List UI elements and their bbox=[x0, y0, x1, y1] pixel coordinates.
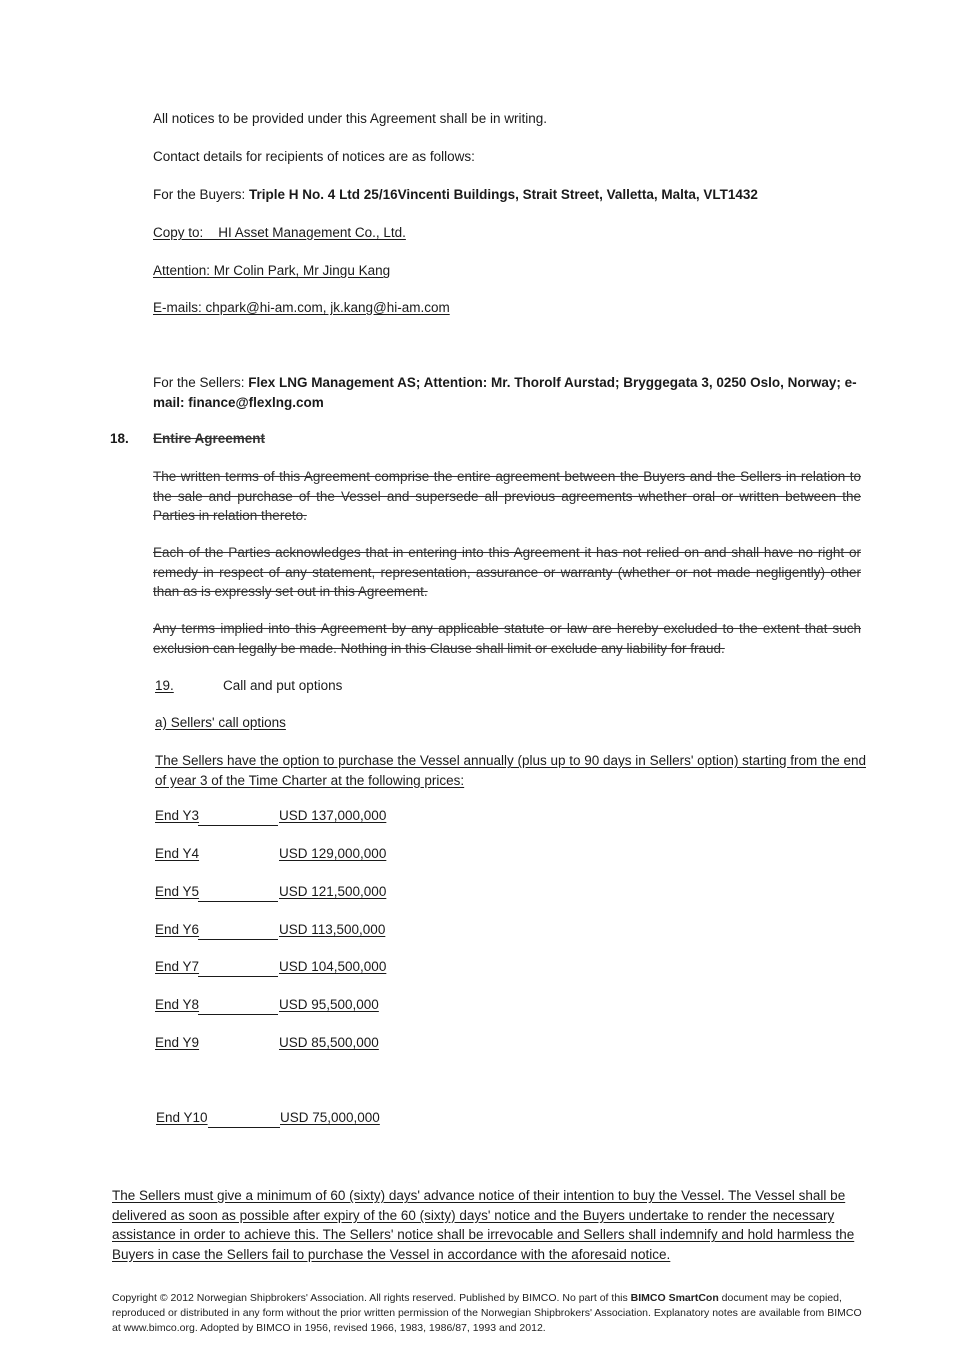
price-value: USD 104,500,000 bbox=[279, 959, 387, 974]
footer-brand: BIMCO SmartCon bbox=[630, 1292, 719, 1304]
price-label: End Y8 bbox=[155, 997, 200, 1012]
clause18-title: Entire Agreement bbox=[153, 431, 266, 446]
clause19-heading bbox=[155, 676, 353, 696]
footer-text-1: Copyright © 2012 Norwegian Shipbrokers' Association. All rights reserved. Published by BIMCO. No part of this bbox=[112, 1292, 631, 1304]
price-leader-line bbox=[198, 901, 278, 902]
clause18-para2: Each of the Parties acknowledges that in entering into this Agreement it has not relied on and shall have no right or remedy in respect of any statement, representation, assurance or warranty (whether or not made negligently) other than as is expressly set out in this Agreement. bbox=[153, 545, 861, 599]
price-value: USD 75,000,000 bbox=[280, 1110, 380, 1125]
clause19-intro: The Sellers have the option to purchase the Vessel annually (plus up to 90 days in Sellers' option) starting from the end of year 3 of the Time Charter at the following prices: bbox=[155, 753, 866, 788]
clause18-number: 18. bbox=[110, 431, 129, 446]
clause18-para1: The written terms of this Agreement comprise the entire agreement between the Buyers and the Sellers in relation to the sale and purchase of the Vessel and supersede all previous agreements whether oral or written between the Parties in relation thereto. bbox=[153, 469, 861, 523]
buyers-details: Triple H No. 4 Ltd 25/16Vincenti Buildings, Strait Street, Valletta, Malta, VLT1432 bbox=[249, 187, 758, 202]
notices-contact: Contact details for recipients of notices are as follows: bbox=[153, 149, 475, 164]
copy-to: Copy to: HI Asset Management Co., Ltd. bbox=[153, 225, 406, 240]
price-leader-line bbox=[198, 939, 278, 940]
buyers-contact bbox=[153, 185, 758, 205]
price-label: End Y5 bbox=[155, 884, 200, 899]
footer-text-2: document may be copied, reproduced or distributed in any form without the prior written permission of the Norwegian Shipbrokers' Association. Explanatory notes are available from BIMCO at www.bimco.org. Adopted by BIMCO in 1956, revised 1966, 1983, 1986/87, 1993 and 2012. bbox=[112, 1292, 862, 1334]
sellers-details: Flex LNG Management AS; Attention: Mr. Thorolf Aurstad; Bryggegata 3, 0250 Oslo, Norway; e-mail: finance@flexlng.com bbox=[153, 375, 857, 410]
price-label: End Y4 bbox=[155, 846, 200, 861]
price-label: End Y9 bbox=[155, 1035, 200, 1050]
price-label: End Y3 bbox=[155, 808, 200, 823]
price-value: USD 137,000,000 bbox=[279, 808, 387, 823]
sellers-prefix: For the Sellers: bbox=[153, 375, 249, 390]
price-value: USD 129,000,000 bbox=[279, 846, 387, 861]
clause19-notice: The Sellers must give a minimum of 60 (sixty) days' advance notice of their intention to buy the Vessel. The Vessel shall be delivered as soon as possible after expiry of the 60 (sixty) days' notice and the Buyers undertake to render the necessary assistance in order to achieve this. The Sellers' notice shall be irrevocable and Sellers shall indemnify and hold harmless the Buyers in case the Sellers fail to purchase the Vessel in accordance with the aforesaid notice. bbox=[112, 1188, 855, 1262]
emails-line: E-mails: chpark@hi-am.com, jk.kang@hi-am.com bbox=[153, 300, 450, 315]
price-label: End Y7 bbox=[155, 959, 200, 974]
price-label: End Y6 bbox=[155, 922, 200, 937]
clause19-title: Call and put options bbox=[223, 678, 343, 693]
clause18-para3: Any terms implied into this Agreement by any applicable statute or law are hereby excluded to the extent that such exclusion can legally be made. Nothing in this Clause shall limit or exclude any liability for fraud. bbox=[153, 621, 861, 656]
price-leader-line bbox=[198, 825, 278, 826]
notices-intro: All notices to be provided under this Agreement shall be in writing. bbox=[153, 111, 547, 126]
clause19-number: 19. bbox=[155, 678, 174, 693]
sellers-contact bbox=[153, 373, 865, 412]
attention-line: Attention: Mr Colin Park, Mr Jingu Kang bbox=[153, 263, 391, 278]
price-value: USD 85,500,000 bbox=[279, 1035, 379, 1050]
price-leader-line bbox=[208, 1127, 280, 1128]
price-label: End Y10 bbox=[156, 1110, 208, 1125]
price-value: USD 121,500,000 bbox=[279, 884, 387, 899]
copyright-footer bbox=[112, 1291, 864, 1336]
price-value: USD 95,500,000 bbox=[279, 997, 379, 1012]
price-leader-line bbox=[198, 976, 278, 977]
price-value: USD 113,500,000 bbox=[279, 922, 386, 937]
price-leader-line bbox=[198, 1014, 278, 1015]
clause19-subtitle: a) Sellers' call options bbox=[155, 715, 286, 730]
buyers-prefix: For the Buyers: bbox=[153, 187, 250, 202]
